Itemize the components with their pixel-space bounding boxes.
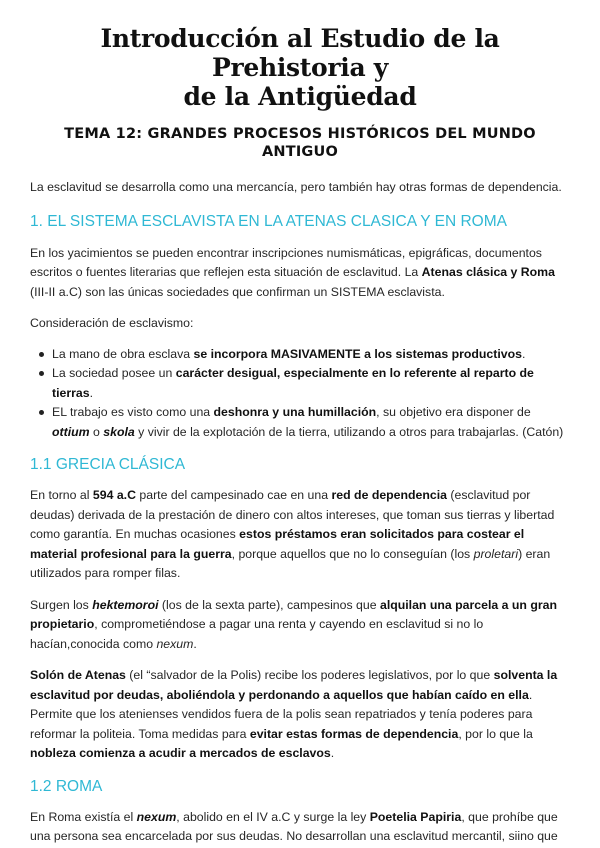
list-item [52,364,570,403]
title-line-2: de la Antigüedad [183,82,417,111]
text-run: (III-II a.C) son las únicas sociedades que confirman un SISTEMA esclavista. [30,284,445,299]
text-run: (los de la sexta parte), campesinos que [158,597,380,612]
section-1-paragraph-1 [30,244,570,303]
bold-text: solventa la esclavitud por deudas, aboliéndola y perdonando a aquellos que habían caído en ella [30,668,558,702]
bold-italic-text: hektemoroi [92,597,159,612]
text-run: , su objetivo era disponer de [376,405,531,419]
text-run: , porque aquellos que no lo conseguían (los [231,546,474,561]
bold-text: carácter desigual, especialmente en lo referente al reparto de tierras [52,366,534,400]
section-1-2-heading: 1.2 ROMA [30,777,103,795]
text-run: parte del campesinado cae en una [135,488,332,502]
bold-text: 594 a.C [92,488,136,502]
section-1-2-paragraph-1 [30,808,570,847]
text-run: (esclavitud por deudas) derivada de la prestación de dinero con altos intereses, que toman sus tierras y libertad como garantía. En muchas ocasiones [30,488,555,541]
list-item [52,403,570,442]
italic-text: proletari [473,546,519,561]
text-run: En torno al [30,488,93,502]
bold-text: estos préstamos eran solicitados para costear el material profesional para la guerra [30,527,525,561]
text-run: , abolido en el IV a.C y surge la ley [176,809,370,824]
text-run: , comprometiéndose a pagar una renta y cayendo en esclavitud si no lo hacían,conocida como [30,617,484,651]
section-1-1-paragraph-3 [30,666,570,764]
text-run: Surgen los [30,597,93,612]
text-run: . Permite que los atenienses vendidos fuera de la polis sean repatriados y tenía poderes para reformar la politeia. Toma medidas para [30,687,533,741]
bold-italic-text: skola [103,424,135,439]
text-run: y vivir de la explotación de la tierra, utilizando a otros para trabajarlas. (Catón) [134,424,564,439]
text-run: . [89,385,94,400]
list-item [52,345,570,365]
bold-text: nobleza comienza a acudir a mercados de esclavos [30,746,331,760]
text-run: La mano de obra esclava [52,346,194,361]
section-1-1-paragraph-1 [30,486,570,584]
text-run: La sociedad posee un [52,366,176,380]
section-1-1-paragraph-2 [30,596,570,655]
text-run: En los yacimientos se pueden encontrar inscripciones numismáticas, epigráficas, documentos escritos o fuentes literarias que reflejen esta situación de esclavitud. La [30,245,542,279]
bold-italic-text: ottium [52,424,90,439]
text-run: . [193,636,197,651]
text-run: EL trabajo es visto como una [52,405,214,419]
bold-italic-text: nexum [136,809,177,824]
topic-subtitle: TEMA 12: GRANDES PROCESOS HISTÓRICOS DEL MUNDO ANTIGUO [64,126,536,160]
text-run: , que prohíbe que una persona sea encarcelada por sus deudas. No desarrollan una esclavitud mercantil, siino que [30,809,558,843]
section-1-1-heading: 1.1 GRECIA CLÁSICA [30,456,186,473]
text-run: . [330,746,335,760]
bold-text: deshonra y una humillación [213,405,377,419]
text-run: En Roma existía el [30,809,137,824]
bullet-list [30,345,570,443]
text-run: ) eran utilizados para romper filas. [30,546,551,580]
section-1-heading: 1. EL SISTEMA ESCLAVISTA EN LA ATENAS CLASICA Y EN ROMA [30,212,507,230]
text-run: (el “salvador de la Polis) recibe los poderes legislativos, por lo que [125,668,494,682]
bold-text: red de dependencia [331,488,447,502]
intro-paragraph: La esclavitud se desarrolla como una mercancía, pero también hay otras formas de dependencia. [30,180,562,194]
text-run: o [89,424,104,439]
title-line-1: Introducción al Estudio de la Prehistoria y [100,24,500,82]
bold-text: Solón de Atenas [30,668,126,682]
bold-text: Atenas clásica y Roma [421,265,555,279]
italic-text: nexum [156,636,194,651]
text-run: , por lo que la [458,726,533,741]
document-title [30,0,570,111]
text-run: . [521,346,526,361]
bold-text: Poetelia Papiria [369,809,462,824]
bold-text: evitar estas formas de dependencia [249,726,459,741]
section-1-paragraph-2: Consideración de esclavismo: [30,316,194,330]
bold-text: se incorpora MASIVAMENTE a los sistemas productivos [193,346,522,361]
bold-text: alquilan una parcela a un gran propietario [30,597,557,631]
